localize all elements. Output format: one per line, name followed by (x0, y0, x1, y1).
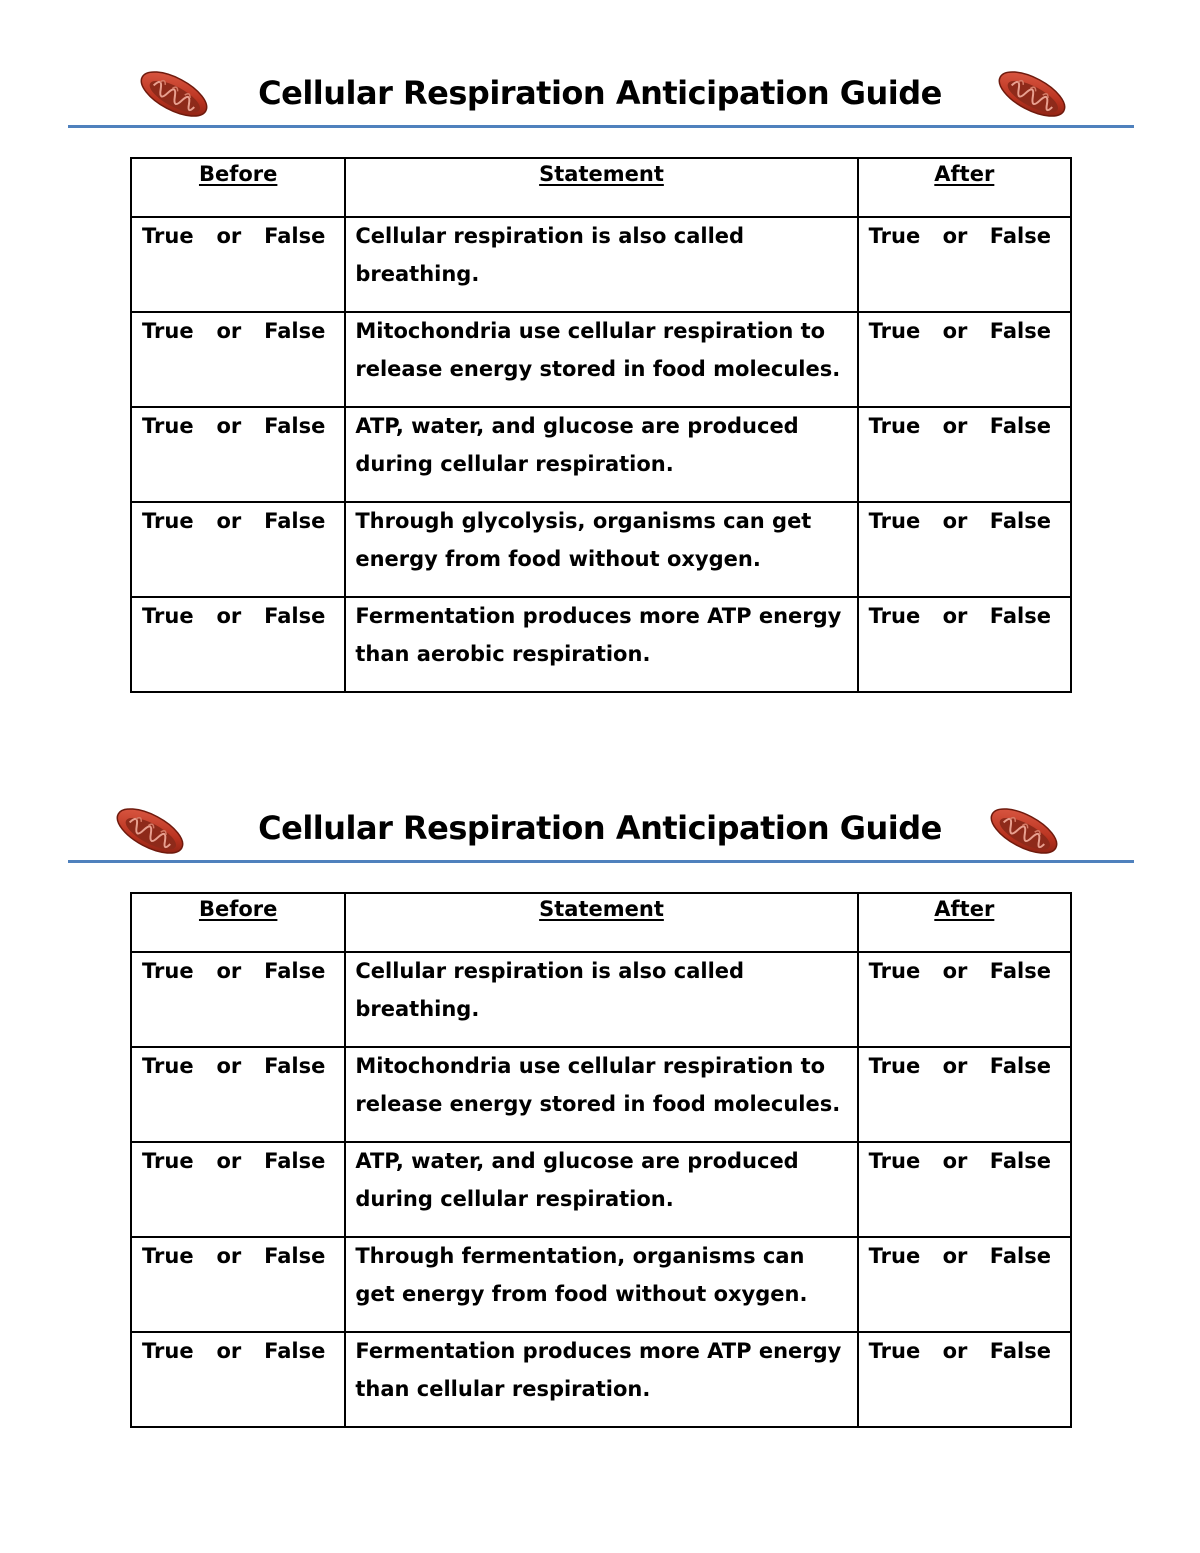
anticipation-table (130, 892, 1072, 1428)
false-option[interactable]: False (264, 414, 326, 438)
false-option[interactable]: False (989, 1244, 1051, 1268)
table-row (131, 1237, 1071, 1332)
true-option[interactable]: True (868, 604, 921, 628)
or-label: or (942, 1339, 968, 1363)
statement-cell: ATP, water, and glucose are produced during cellular respiration. (345, 1142, 857, 1237)
statement-header: Statement (345, 158, 857, 217)
before-cell[interactable] (131, 1237, 345, 1332)
statement-cell: Mitochondria use cellular respiration to release energy stored in food molecules. (345, 312, 857, 407)
table-header-row (131, 893, 1071, 952)
after-header: After (858, 158, 1071, 217)
or-label: or (942, 414, 968, 438)
or-label: or (942, 1054, 968, 1078)
before-cell[interactable] (131, 407, 345, 502)
or-label: or (216, 1339, 242, 1363)
true-option[interactable]: True (142, 1054, 194, 1078)
table-row (131, 952, 1071, 1047)
false-option[interactable]: False (989, 224, 1051, 248)
true-option[interactable]: True (142, 1339, 194, 1363)
true-option[interactable]: True (868, 1054, 921, 1078)
mitochondrion-icon (994, 66, 1070, 122)
statement-cell: Mitochondria use cellular respiration to release energy stored in food molecules. (345, 1047, 857, 1142)
guide-header (0, 60, 1200, 130)
or-label: or (216, 604, 242, 628)
mitochondrion-icon (986, 803, 1062, 859)
title-rule (68, 860, 1134, 863)
false-option[interactable]: False (264, 224, 326, 248)
true-option[interactable]: True (868, 1339, 921, 1363)
or-label: or (216, 1149, 242, 1173)
or-label: or (942, 604, 968, 628)
or-label: or (216, 959, 242, 983)
statement-cell: Fermentation produces more ATP energy than cellular respiration. (345, 1332, 857, 1427)
before-cell[interactable] (131, 952, 345, 1047)
before-cell[interactable] (131, 1142, 345, 1237)
true-option[interactable]: True (868, 509, 921, 533)
guide-title: Cellular Respiration Anticipation Guide (258, 809, 942, 847)
anticipation-guide-2 (0, 795, 1200, 1401)
statement-cell: Fermentation produces more ATP energy than aerobic respiration. (345, 597, 857, 692)
true-option[interactable]: True (142, 604, 194, 628)
statement-cell: Through glycolysis, organisms can get energy from food without oxygen. (345, 502, 857, 597)
false-option[interactable]: False (264, 509, 326, 533)
false-option[interactable]: False (989, 1339, 1051, 1363)
or-label: or (216, 1244, 242, 1268)
guide-title: Cellular Respiration Anticipation Guide (258, 74, 942, 112)
after-cell[interactable] (858, 312, 1071, 407)
before-cell[interactable] (131, 1332, 345, 1427)
after-header: After (858, 893, 1071, 952)
before-header: Before (131, 893, 345, 952)
true-option[interactable]: True (142, 319, 194, 343)
false-option[interactable]: False (989, 319, 1051, 343)
false-option[interactable]: False (989, 959, 1051, 983)
false-option[interactable]: False (264, 1149, 326, 1173)
table-row (131, 1332, 1071, 1427)
true-option[interactable]: True (142, 509, 194, 533)
false-option[interactable]: False (989, 604, 1051, 628)
table-row (131, 312, 1071, 407)
true-option[interactable]: True (142, 1244, 194, 1268)
false-option[interactable]: False (264, 1339, 326, 1363)
table-row (131, 502, 1071, 597)
statement-cell: Cellular respiration is also called breathing. (345, 217, 857, 312)
title-rule (68, 125, 1134, 128)
before-header: Before (131, 158, 345, 217)
false-option[interactable]: False (264, 319, 326, 343)
after-cell[interactable] (858, 1332, 1071, 1427)
true-option[interactable]: True (142, 414, 194, 438)
true-option[interactable]: True (142, 1149, 194, 1173)
after-cell[interactable] (858, 952, 1071, 1047)
table-row (131, 597, 1071, 692)
guide-header (0, 795, 1200, 865)
or-label: or (216, 414, 242, 438)
true-option[interactable]: True (868, 319, 921, 343)
before-cell[interactable] (131, 1047, 345, 1142)
statement-header: Statement (345, 893, 857, 952)
after-cell[interactable] (858, 217, 1071, 312)
before-cell[interactable] (131, 312, 345, 407)
table-header-row (131, 158, 1071, 217)
or-label: or (942, 1149, 968, 1173)
true-option[interactable]: True (868, 959, 921, 983)
or-label: or (216, 509, 242, 533)
true-option[interactable]: True (142, 959, 194, 983)
or-label: or (942, 224, 968, 248)
false-option[interactable]: False (264, 1244, 326, 1268)
after-cell[interactable] (858, 1142, 1071, 1237)
anticipation-table (130, 157, 1072, 693)
or-label: or (942, 959, 968, 983)
true-option[interactable]: True (868, 1244, 921, 1268)
or-label: or (216, 319, 242, 343)
or-label: or (942, 1244, 968, 1268)
after-cell[interactable] (858, 502, 1071, 597)
after-cell[interactable] (858, 1047, 1071, 1142)
before-cell[interactable] (131, 217, 345, 312)
before-cell[interactable] (131, 597, 345, 692)
statement-cell: ATP, water, and glucose are produced during cellular respiration. (345, 407, 857, 502)
table-row (131, 1142, 1071, 1237)
true-option[interactable]: True (868, 414, 921, 438)
false-option[interactable]: False (989, 1149, 1051, 1173)
false-option[interactable]: False (264, 604, 326, 628)
false-option[interactable]: False (264, 959, 326, 983)
false-option[interactable]: False (989, 1054, 1051, 1078)
anticipation-guide-1 (0, 60, 1200, 666)
table-row (131, 407, 1071, 502)
after-cell[interactable] (858, 597, 1071, 692)
after-cell[interactable] (858, 407, 1071, 502)
or-label: or (942, 319, 968, 343)
table-row (131, 1047, 1071, 1142)
false-option[interactable]: False (264, 1054, 326, 1078)
false-option[interactable]: False (989, 509, 1051, 533)
true-option[interactable]: True (868, 224, 921, 248)
statement-cell: Cellular respiration is also called breathing. (345, 952, 857, 1047)
or-label: or (216, 1054, 242, 1078)
table-row (131, 217, 1071, 312)
or-label: or (216, 224, 242, 248)
false-option[interactable]: False (989, 414, 1051, 438)
after-cell[interactable] (858, 1237, 1071, 1332)
or-label: or (942, 509, 968, 533)
true-option[interactable]: True (142, 224, 194, 248)
statement-cell: Through fermentation, organisms can get energy from food without oxygen. (345, 1237, 857, 1332)
before-cell[interactable] (131, 502, 345, 597)
true-option[interactable]: True (868, 1149, 921, 1173)
